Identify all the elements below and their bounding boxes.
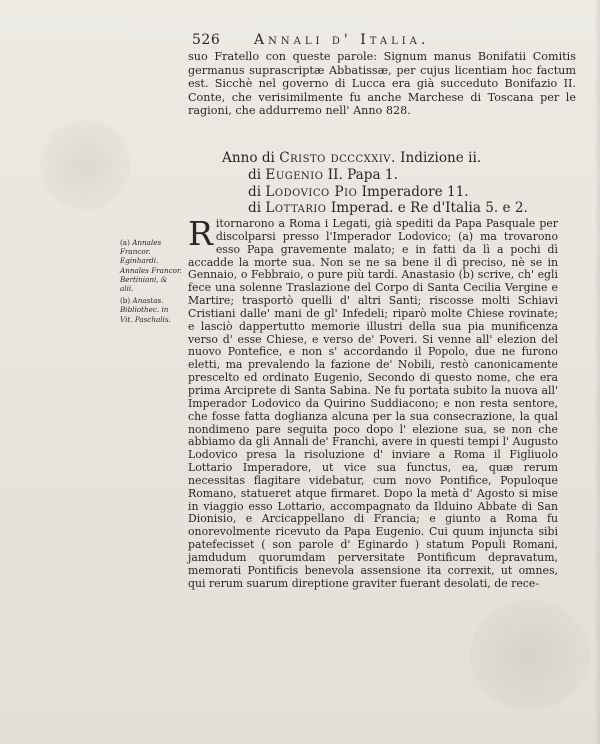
marginal-note xyxy=(120,296,182,324)
heading-name: Eugenio xyxy=(265,166,324,183)
page-edge xyxy=(594,0,600,744)
heading-name: Lodovico Pio xyxy=(265,183,358,200)
marginal-note xyxy=(120,238,182,293)
heading-name: Lottario xyxy=(265,200,327,217)
heading-text: Indizione ii. xyxy=(400,150,482,166)
page-header xyxy=(192,32,562,52)
heading-text: di xyxy=(248,166,262,183)
main-paragraph-text: itornarono a Roma i Legati, già spediti da Papa Pasquale per discolparsi presso l'Imperador Lodovico; (a) ma trovarono esso Papa gravemente malato; e in fatti da lì a pochi dì accadde la morte sua. Non se ne sa bene il dì preciso, nè se in Gennaio, o Febbraio, o pure più tardi. Anastasio (b) scrive, ch' egli fece una solenne Traslazione del Corpo di Santa Cecilia Vergine e Martire; trasportò quelli d' altri Santi; riscosse molti Schiavi Cristiani dalle' mani de gl' Infedeli; riparò molte Chiese rovinate; e lasciò dappertutto memorie illustri della sua pia munificenza verso d' esse Chiese, e verso de' Poveri. Si venne all' elezion del nuovo Pontefice, e non s' accordando il Popolo, due ne furono eletti, ma prevalendo la fazione de' Nobili, restò canonicamente prescelto ed ordinato Eugenio, Secondo di questo nome, che era prima Arciprete di Santa Sabina. Ne fu portata subito la nuova all' Imperador Lodovico da Quirino Suddiacono; e non resta sentore, che fosse fatta doglianza alcuna per la sua consecrazione, la qual nondimeno pare seguita poco dopo l' elezione sua, se non che abbiamo da gli Annali de' Franchi, avere in questi tempi l' Augusto Lodovico presa la risoluzione d' inviare a Roma il Figliuolo Lottario Imperadore, ut vice sua functus, ea, quæ rerum necessitas flagitare videbatur, cum novo Pontifice, Populoque Romano, statueret atque firmaret. Dopo la metà d' Agosto si mise in viaggio esso Lottario, accompagnato da Ilduino Abbate di San Dionisio, e Arcicappellano di Francia; e giunto a Roma fu onorevolmente ricevuto da Papa Eugenio. Cui quum injuncta sibi patefecisset ( son parole d' Eginardo ) statum Populi Romani, jamdudum quorumdam perversitate Pontificum depravatum, memorati Pontificis benevola assensione ita correxit, ut omnes, qui rerum suarum direptione graviter fuerant desolati, de rece- xyxy=(188,217,558,590)
running-title: Annali d' Italia. xyxy=(254,32,430,48)
intro-paragraph xyxy=(188,50,576,118)
drop-cap: R xyxy=(188,214,213,253)
heading-text: Imperad. e Re d'Italia 5. e 2. xyxy=(330,200,528,217)
heading-text: di xyxy=(248,200,262,217)
paper-stain xyxy=(40,120,130,210)
paper-stain xyxy=(470,600,590,710)
heading-text: II. Papa 1. xyxy=(327,166,398,183)
year-heading-line xyxy=(222,167,582,184)
heading-text: Anno di xyxy=(222,150,275,166)
note-mark: (a) xyxy=(120,238,130,247)
year-heading-line xyxy=(222,184,582,201)
main-paragraph xyxy=(188,214,558,590)
note-mark: (b) xyxy=(120,296,131,306)
year-heading-line xyxy=(222,150,582,167)
note-text: Annales Francor. Eginhardi. Annales Francor. Bertiniani, & alii. xyxy=(120,238,182,294)
year-heading-line xyxy=(222,200,582,217)
heading-text: Imperadore 11. xyxy=(361,183,469,200)
intro-text: suo Fratello con queste parole: Signum manus Bonifatii Comitis germanus suprascriptæ Abbatissæ, per cujus licentiam hoc factum est. Sicchè nel governo di Lucca era già succeduto Bonifazio II. Conte, che verisimilmente fu anche Marchese di Toscana per le ragioni, che addurremo nell' Anno 828. xyxy=(188,50,576,118)
year-heading xyxy=(222,150,582,217)
heading-text: di xyxy=(248,183,262,200)
marginal-notes xyxy=(120,238,182,327)
heading-era: Cristo dcccxxiv. xyxy=(279,150,396,166)
note-text: Anastas. Bibliothec. in Vit. Paschalis. xyxy=(120,296,171,324)
main-text xyxy=(188,214,558,590)
page-number: 526 xyxy=(192,32,221,48)
